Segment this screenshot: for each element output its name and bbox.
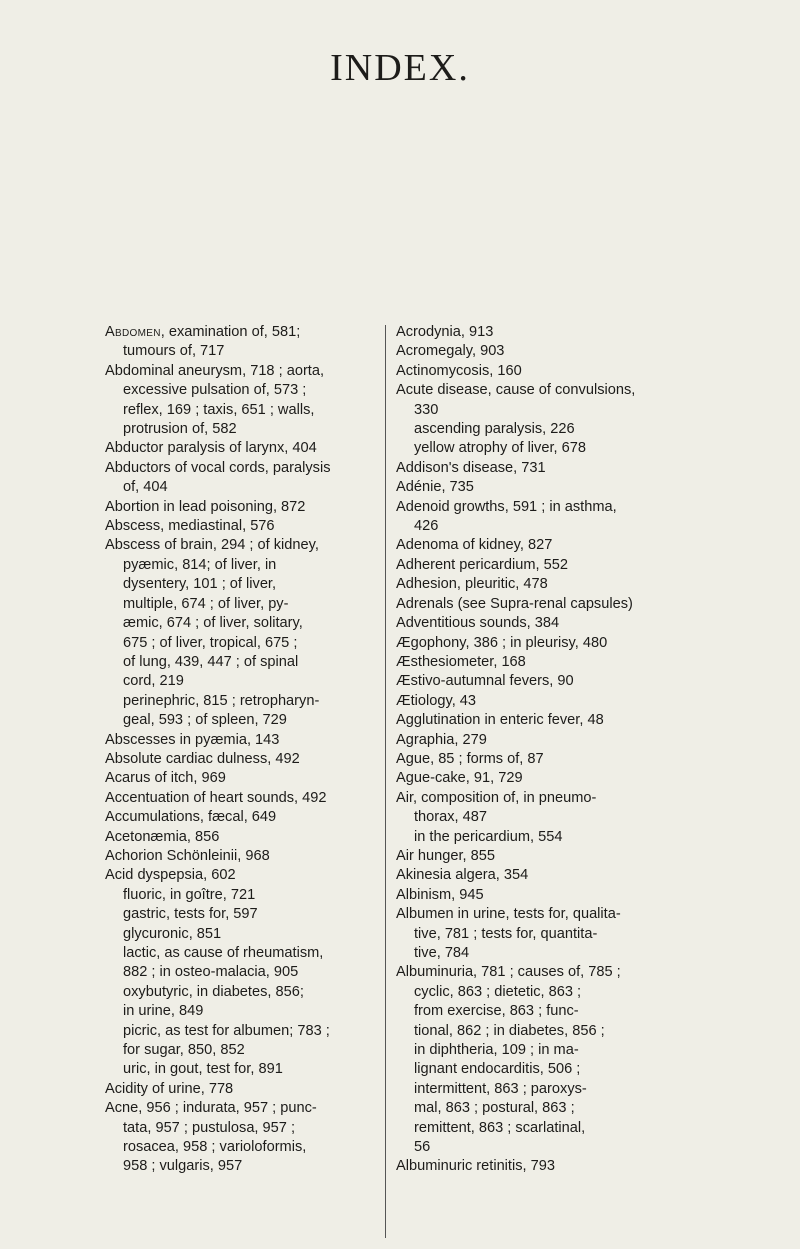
index-entry-continuation: remittent, 863 ; scarlatinal,: [414, 1119, 586, 1136]
index-entry-continuation: 426: [414, 518, 439, 535]
index-entry: Acromegaly, 903: [396, 343, 505, 360]
index-entry-continuation: rosacea, 958 ; varioloformis,: [123, 1139, 307, 1156]
index-entry-continuation: oxybutyric, in diabetes, 856;: [123, 983, 304, 1000]
index-entry: Air hunger, 855: [396, 847, 495, 864]
index-entry: Accumulations, fæcal, 649: [105, 809, 277, 826]
index-entry-continuation: pyæmic, 814; of liver, in: [123, 556, 277, 573]
index-entry: Ætiology, 43: [396, 692, 477, 709]
index-column-left: [105, 323, 377, 1177]
index-entry-continuation: yellow atrophy of liver, 678: [414, 440, 586, 457]
index-entry: Abdominal aneurysm, 718 ; aorta,: [105, 362, 325, 379]
index-entry: Achorion Schönleinii, 968: [105, 847, 270, 864]
index-entry: Adhesion, pleuritic, 478: [396, 576, 548, 593]
index-entry: Abscess, mediastinal, 576: [105, 518, 275, 535]
index-entry: Acid dyspepsia, 602: [105, 867, 236, 884]
index-entry-continuation: gastric, tests for, 597: [123, 906, 258, 923]
index-entry-continuation: 958 ; vulgaris, 957: [123, 1158, 243, 1175]
index-entry-continuation: lignant endocarditis, 506 ;: [414, 1061, 581, 1078]
index-entry: Abductor paralysis of larynx, 404: [105, 440, 317, 457]
index-entry-continuation: excessive pulsation of, 573 ;: [123, 382, 307, 399]
index-entry: Adrenals (see Supra-renal capsules): [396, 595, 633, 612]
index-entry: Ague-cake, 91, 729: [396, 770, 523, 787]
index-column-right: [396, 323, 686, 1177]
index-entry: Air, composition of, in pneumo-: [396, 789, 597, 806]
index-entry-continuation: in the pericardium, 554: [414, 828, 563, 845]
index-entry: Absolute cardiac dulness, 492: [105, 750, 300, 767]
index-entry: Acarus of itch, 969: [105, 770, 226, 787]
index-entry-continuation: tive, 784: [414, 945, 470, 961]
index-entry: Addison's disease, 731: [396, 459, 546, 476]
index-entry: Adénie, 735: [396, 479, 474, 496]
index-entry: Adenoid growths, 591 ; in asthma,: [396, 498, 617, 515]
index-entry-continuation: geal, 593 ; of spleen, 729: [123, 712, 287, 729]
index-entry-continuation: protrusion of, 582: [123, 421, 237, 438]
index-entry: Adherent pericardium, 552: [396, 556, 568, 573]
index-entry-continuation: 56: [414, 1139, 431, 1156]
index-entry-continuation: tata, 957 ; pustulosa, 957 ;: [123, 1119, 296, 1136]
index-entry-continuation: thorax, 487: [414, 809, 488, 826]
index-entry-continuation: cord, 219: [123, 673, 184, 690]
index-entry: Abortion in lead poisoning, 872: [105, 498, 306, 515]
index-entry-continuation: intermittent, 863 ; paroxys-: [414, 1080, 587, 1097]
index-entry-continuation: uric, in gout, test for, 891: [123, 1061, 283, 1078]
index-entry: Acute disease, cause of convulsions,: [396, 382, 636, 399]
index-entry-continuation: of lung, 439, 447 ; of spinal: [123, 653, 299, 670]
first-entry-headword: Abdomen: [105, 324, 161, 340]
index-entry-continuation: multiple, 674 ; of liver, py-: [123, 595, 289, 612]
index-entry-continuation: tional, 862 ; in diabetes, 856 ;: [414, 1022, 605, 1039]
index-entry-continuation: tive, 781 ; tests for, quantita-: [414, 925, 598, 942]
index-entry-continuation: cyclic, 863 ; dietetic, 863 ;: [414, 983, 582, 1000]
index-entry-continuation: in urine, 849: [123, 1003, 204, 1020]
index-entry: Adenoma of kidney, 827: [396, 537, 553, 554]
index-entry-continuation: glycuronic, 851: [123, 925, 222, 942]
index-entry-continuation: for sugar, 850, 852: [123, 1042, 245, 1059]
index-entry-continuation: ascending paralysis, 226: [414, 421, 575, 438]
index-entry: Æstivo-autumnal fevers, 90: [396, 673, 574, 690]
index-entry-continuation: mal, 863 ; postural, 863 ;: [414, 1100, 575, 1117]
index-entry: Abductors of vocal cords, paralysis: [105, 459, 331, 476]
index-entry-continuation: tumours of, 717: [123, 343, 225, 360]
index-entry: Ægophony, 386 ; in pleurisy, 480: [396, 634, 608, 651]
index-entry: Abscesses in pyæmia, 143: [105, 731, 280, 748]
index-entry-continuation: 675 ; of liver, tropical, 675 ;: [123, 634, 298, 651]
index-entry: Acidity of urine, 778: [105, 1080, 234, 1097]
index-entry: Albuminuria, 781 ; causes of, 785 ;: [396, 964, 621, 981]
index-entry-continuation: 330: [414, 401, 439, 418]
index-entry-continuation: perinephric, 815 ; retropharyn-: [123, 692, 320, 709]
index-entry: Albinism, 945: [396, 886, 484, 903]
index-entry-continuation: in diphtheria, 109 ; in ma-: [414, 1042, 579, 1059]
index-entry: Agraphia, 279: [396, 731, 487, 748]
index-entry: Accentuation of heart sounds, 492: [105, 789, 327, 806]
index-entry-continuation: from exercise, 863 ; func-: [414, 1003, 579, 1020]
index-entry: Acne, 956 ; indurata, 957 ; punc-: [105, 1100, 317, 1117]
index-entry: Akinesia algera, 354: [396, 867, 529, 884]
index-entry: Actinomycosis, 160: [396, 362, 522, 379]
index-entry-continuation: 882 ; in osteo-malacia, 905: [123, 964, 299, 981]
index-entry: Adventitious sounds, 384: [396, 615, 560, 632]
index-entry-continuation: dysentery, 101 ; of liver,: [123, 576, 277, 593]
index-entry-continuation: of, 404: [123, 479, 168, 496]
page-title: INDEX.: [330, 47, 470, 89]
index-entry: Abscess of brain, 294 ; of kidney,: [105, 537, 319, 554]
index-entry-continuation: picric, as test for albumen; 783 ;: [123, 1022, 330, 1039]
column-divider: [385, 325, 386, 1238]
index-entry: Agglutination in enteric fever, 48: [396, 712, 604, 729]
index-entry-continuation: fluoric, in goître, 721: [123, 886, 256, 903]
index-entry-continuation: lactic, as cause of rheumatism,: [123, 945, 324, 961]
index-entry: Abdomen, examination of, 581;: [105, 324, 301, 340]
index-entry-continuation: reflex, 169 ; taxis, 651 ; walls,: [123, 401, 315, 418]
index-entry: Æsthesiometer, 168: [396, 653, 526, 670]
index-entry: Acrodynia, 913: [396, 324, 494, 340]
index-entry: Albumen in urine, tests for, qualita-: [396, 906, 621, 923]
index-entry: Acetonæmia, 856: [105, 828, 220, 845]
index-entry-continuation: æmic, 674 ; of liver, solitary,: [123, 615, 303, 632]
index-entry: Ague, 85 ; forms of, 87: [396, 750, 544, 767]
index-entry: Albuminuric retinitis, 793: [396, 1158, 555, 1175]
